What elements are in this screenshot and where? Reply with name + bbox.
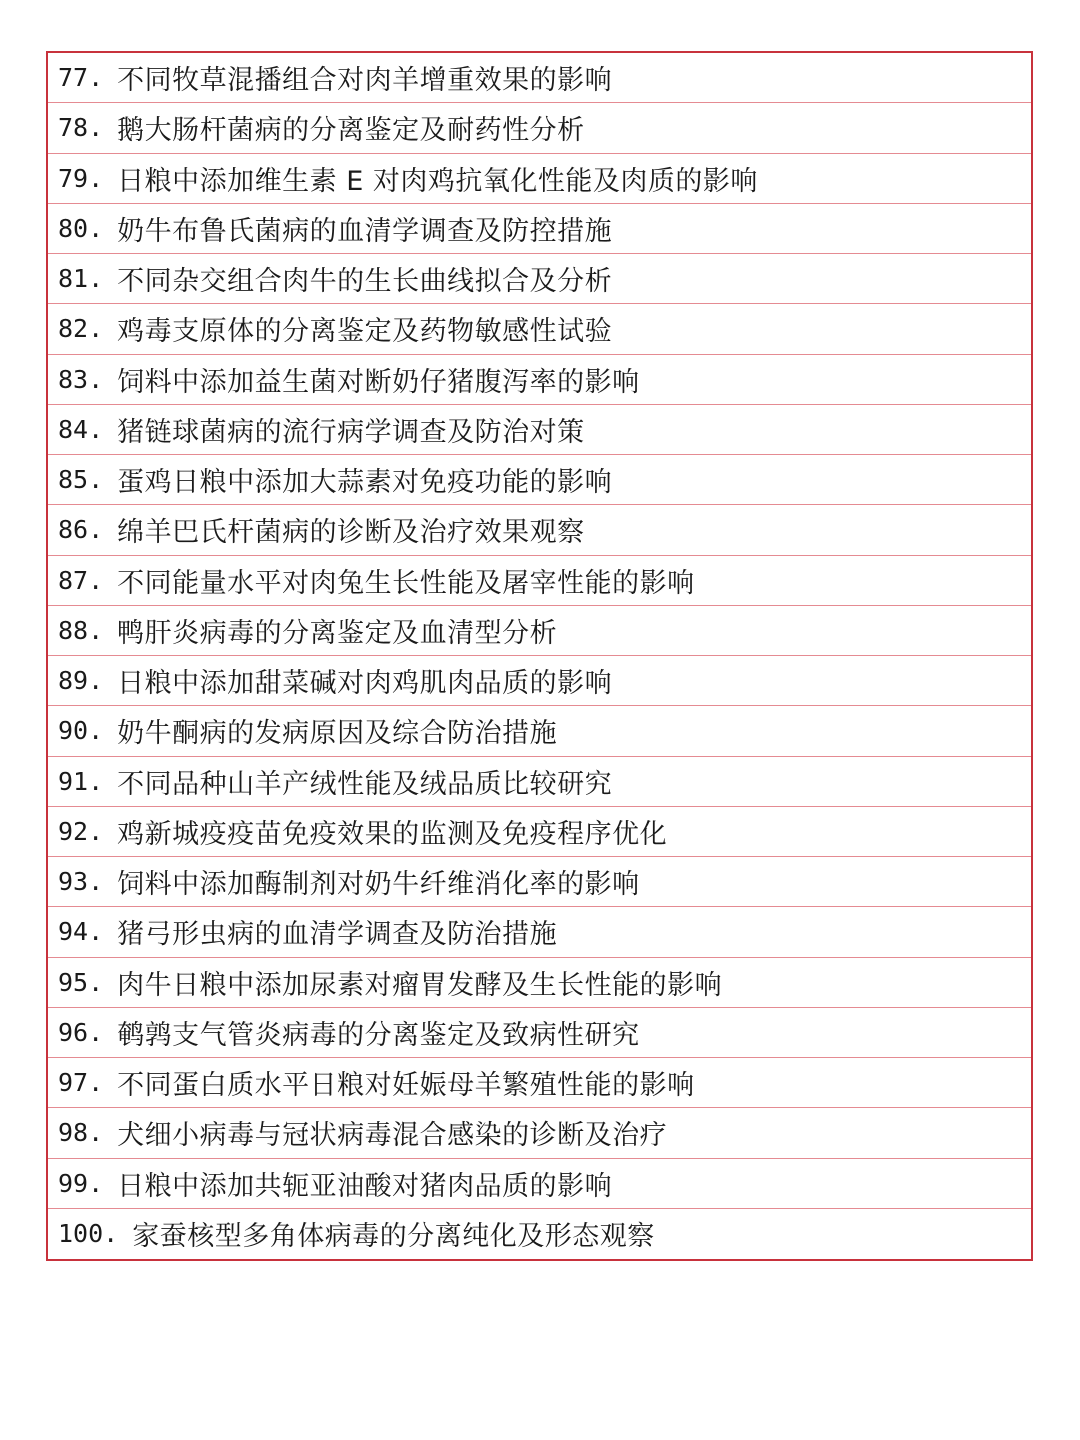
topic-number: 97. <box>58 1068 104 1098</box>
topic-title: 奶牛布鲁氏菌病的血清学调查及防控措施 <box>117 215 613 247</box>
topic-row <box>48 606 1031 656</box>
topic-number: 99. <box>58 1168 104 1198</box>
topic-title: 饲料中添加益生菌对断奶仔猪腹泻率的影响 <box>117 366 640 398</box>
topic-title: 不同能量水平对肉兔生长性能及屠宰性能的影响 <box>117 567 695 599</box>
topic-row <box>48 304 1031 354</box>
topic-list-table <box>46 51 1033 1261</box>
topic-row <box>48 53 1031 103</box>
topic-number: 84. <box>58 414 104 444</box>
topic-title: 猪链球菌病的流行病学调查及防治对策 <box>117 416 585 448</box>
topic-row <box>48 103 1031 153</box>
topic-row <box>48 556 1031 606</box>
topic-title: 猪弓形虫病的血清学调查及防治措施 <box>117 919 558 951</box>
topic-number: 77. <box>58 63 104 93</box>
topic-title: 不同蛋白质水平日粮对妊娠母羊繁殖性能的影响 <box>117 1070 695 1102</box>
topic-title: 家蚕核型多角体病毒的分离纯化及形态观察 <box>132 1221 655 1253</box>
topic-number: 81. <box>58 264 104 294</box>
topic-row <box>48 1008 1031 1058</box>
topic-row <box>48 857 1031 907</box>
topic-row <box>48 706 1031 756</box>
topic-title: 日粮中添加甜菜碱对肉鸡肌肉品质的影响 <box>117 668 613 700</box>
topic-title: 饲料中添加酶制剂对奶牛纤维消化率的影响 <box>117 869 640 901</box>
topic-row <box>48 807 1031 857</box>
topic-number: 95. <box>58 967 104 997</box>
topic-row <box>48 1058 1031 1108</box>
topic-title: 不同杂交组合肉牛的生长曲线拟合及分析 <box>117 266 613 298</box>
topic-number: 78. <box>58 113 104 143</box>
topic-title: 鸡毒支原体的分离鉴定及药物敏感性试验 <box>117 316 613 348</box>
topic-number: 79. <box>58 163 104 193</box>
topic-number: 98. <box>58 1118 104 1148</box>
topic-title: 绵羊巴氏杆菌病的诊断及治疗效果观察 <box>117 517 585 549</box>
topic-number: 88. <box>58 615 104 645</box>
topic-row <box>48 355 1031 405</box>
topic-title: 鸭肝炎病毒的分离鉴定及血清型分析 <box>117 617 558 649</box>
topic-row <box>48 958 1031 1008</box>
topic-title: 鹌鹑支气管炎病毒的分离鉴定及致病性研究 <box>117 1019 640 1051</box>
topic-number: 91. <box>58 766 104 796</box>
topic-row <box>48 1209 1031 1259</box>
topic-row <box>48 455 1031 505</box>
topic-row <box>48 1108 1031 1158</box>
topic-title: 蛋鸡日粮中添加大蒜素对免疫功能的影响 <box>117 467 613 499</box>
topic-title: 肉牛日粮中添加尿素对瘤胃发酵及生长性能的影响 <box>117 969 723 1001</box>
topic-number: 93. <box>58 867 104 897</box>
topic-title: 不同牧草混播组合对肉羊增重效果的影响 <box>117 65 613 97</box>
topic-number: 90. <box>58 716 104 746</box>
topic-row <box>48 154 1031 204</box>
topic-number: 94. <box>58 917 104 947</box>
topic-row <box>48 505 1031 555</box>
topic-title: 不同品种山羊产绒性能及绒品质比较研究 <box>117 768 613 800</box>
topic-number: 96. <box>58 1017 104 1047</box>
topic-row <box>48 204 1031 254</box>
topic-title: 犬细小病毒与冠状病毒混合感染的诊断及治疗 <box>117 1120 668 1152</box>
topic-title: 日粮中添加共轭亚油酸对猪肉品质的影响 <box>117 1170 613 1202</box>
topic-title: 鹅大肠杆菌病的分离鉴定及耐药性分析 <box>117 115 585 147</box>
topic-row <box>48 405 1031 455</box>
topic-title: 日粮中添加维生素 E 对肉鸡抗氧化性能及肉质的影响 <box>117 165 758 197</box>
topic-number: 83. <box>58 364 104 394</box>
topic-row <box>48 656 1031 706</box>
topic-number: 100. <box>58 1219 119 1249</box>
topic-number: 82. <box>58 314 104 344</box>
topic-row <box>48 907 1031 957</box>
topic-number: 80. <box>58 213 104 243</box>
topic-number: 86. <box>58 515 104 545</box>
topic-title: 鸡新城疫疫苗免疫效果的监测及免疫程序优化 <box>117 818 668 850</box>
topic-title: 奶牛酮病的发病原因及综合防治措施 <box>117 718 558 750</box>
topic-number: 92. <box>58 816 104 846</box>
topic-row <box>48 757 1031 807</box>
topic-number: 85. <box>58 465 104 495</box>
topic-row <box>48 254 1031 304</box>
topic-number: 87. <box>58 565 104 595</box>
topic-number: 89. <box>58 666 104 696</box>
topic-row <box>48 1159 1031 1209</box>
